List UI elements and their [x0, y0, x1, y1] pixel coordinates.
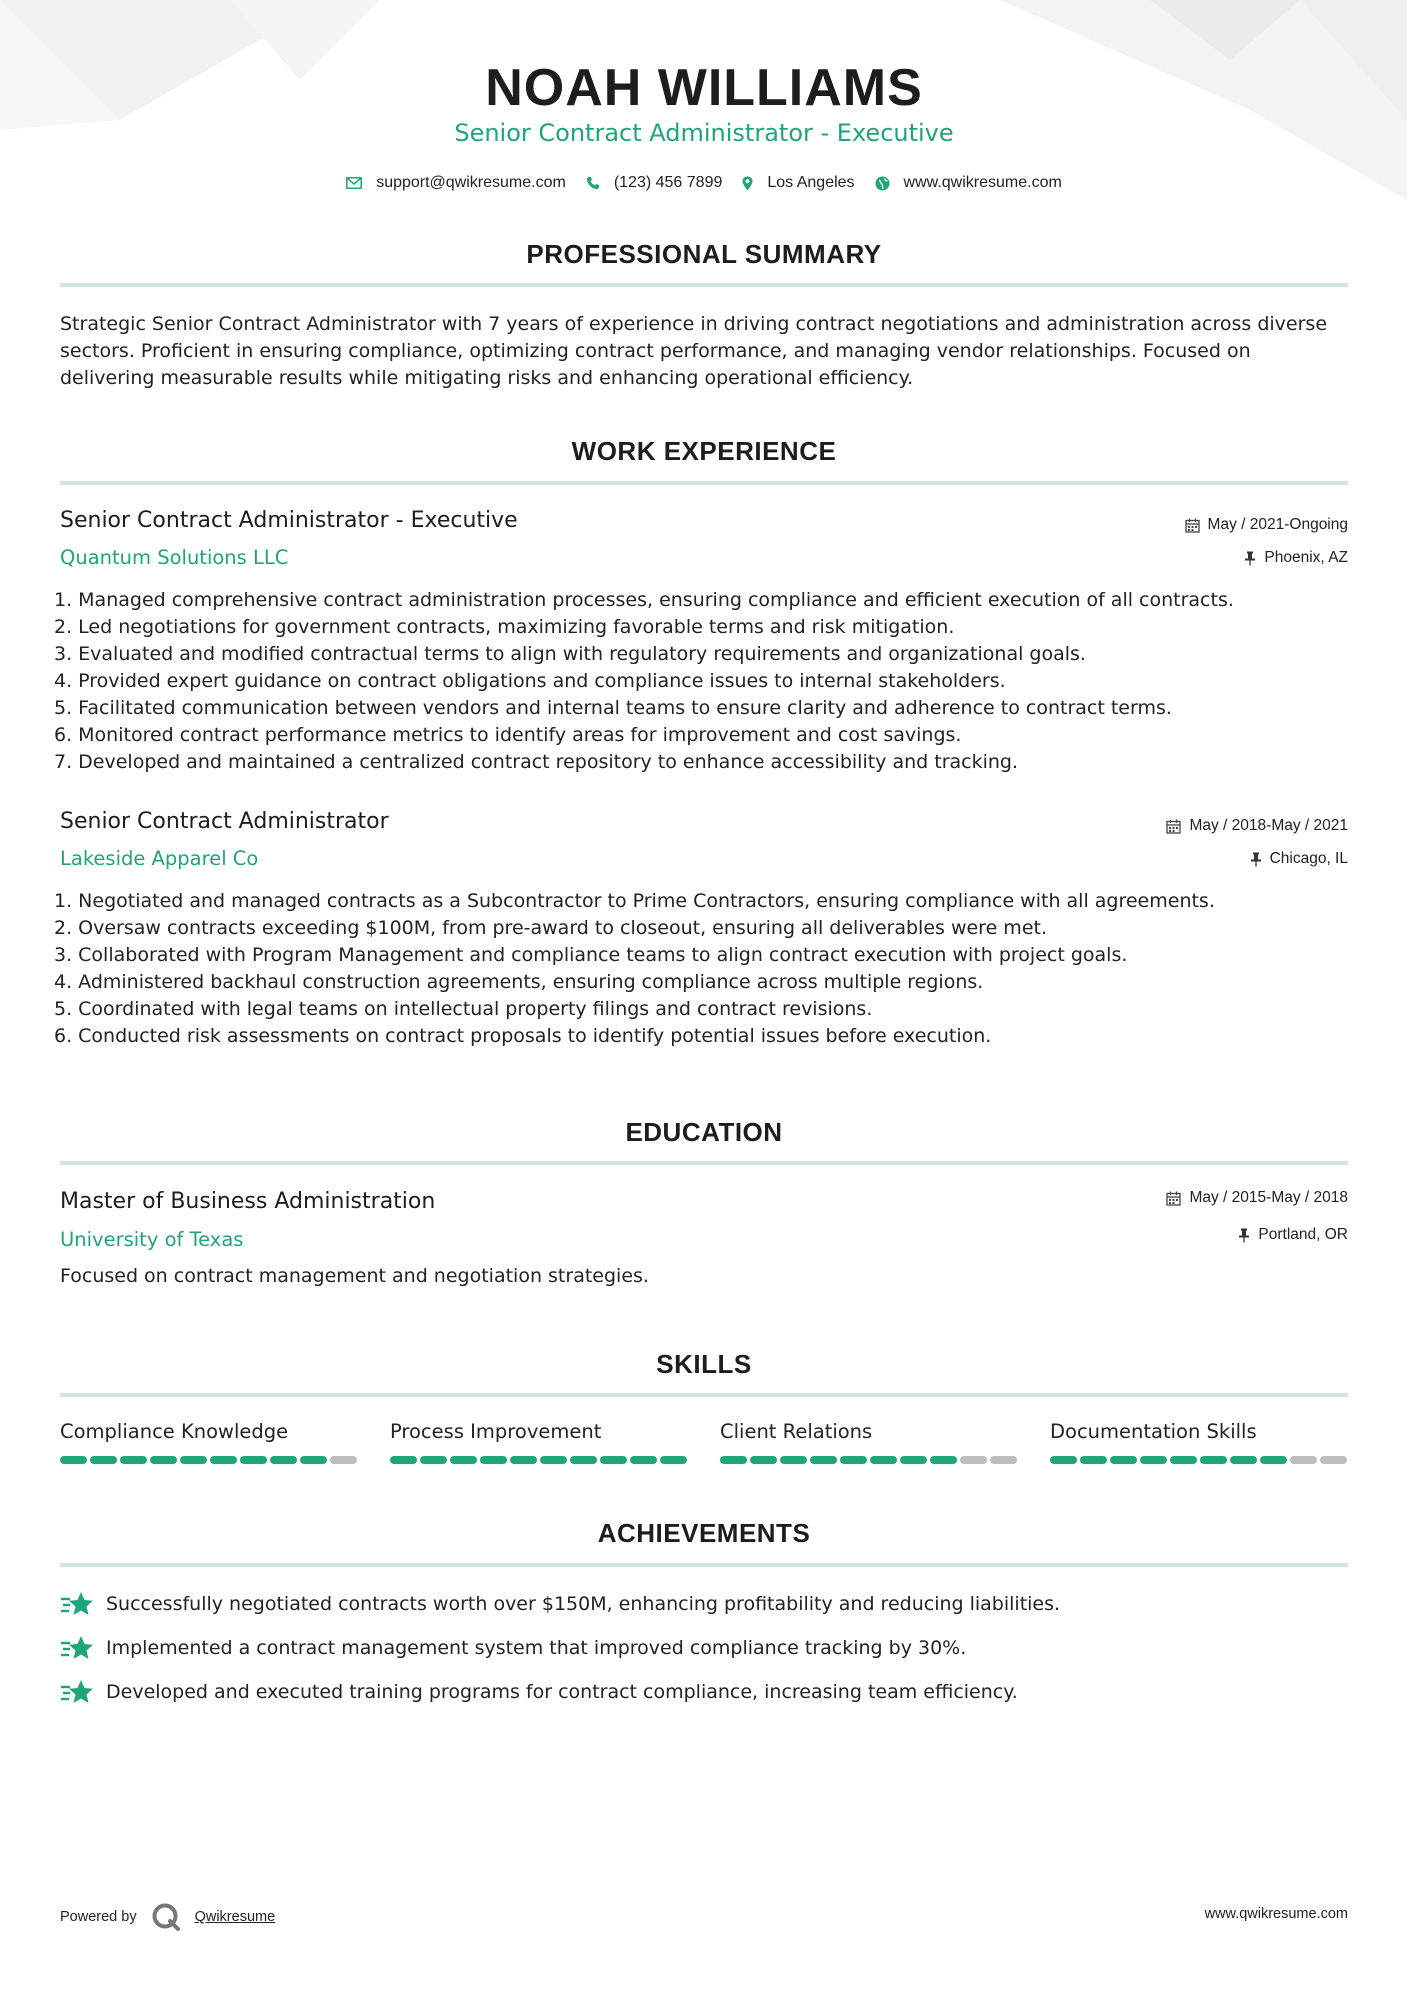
calendar-icon: [1166, 819, 1181, 834]
skill-segment-filled: [1230, 1456, 1257, 1464]
section-divider: [60, 283, 1348, 287]
job-bullet: 1. Negotiated and managed contracts as a Subcontractor to Prime Contractors, ensuring compliance with all agreements.: [54, 890, 1215, 912]
skill-segment-filled: [60, 1456, 87, 1464]
contact-website[interactable]: [875, 174, 1062, 192]
job-location: [1244, 549, 1348, 567]
job-bullet: 3. Evaluated and modified contractual terms to align with regulatory requirements and organizational goals.: [54, 643, 1086, 665]
skill-segment-filled: [210, 1456, 237, 1464]
contact-email[interactable]: [346, 174, 566, 192]
pushpin-icon: [1250, 852, 1262, 867]
skill-segment-filled: [660, 1456, 687, 1464]
skill-segment-filled: [870, 1456, 897, 1464]
contact-website-text: www.qwikresume.com: [903, 174, 1062, 191]
contact-email-text: support@qwikresume.com: [376, 174, 566, 191]
section-title-experience: WORK EXPERIENCE: [571, 436, 837, 466]
section-divider: [60, 1161, 1348, 1165]
globe-icon: [875, 176, 890, 191]
star-icon: [60, 1634, 94, 1662]
skill-segment-filled: [570, 1456, 597, 1464]
achievement-text: Successfully negotiated contracts worth over $150M, enhancing profitability and reducing liabilities.: [106, 1593, 1061, 1615]
skill-segment-filled: [420, 1456, 447, 1464]
skill-segment-filled: [120, 1456, 147, 1464]
skill-segment-filled: [840, 1456, 867, 1464]
job-title: Senior Contract Administrator - Executive: [60, 508, 518, 533]
skill-segment-filled: [630, 1456, 657, 1464]
contact-bar: [60, 174, 1348, 192]
skill-segment-filled: [90, 1456, 117, 1464]
calendar-icon: [1185, 518, 1200, 533]
skill-level-bar: [720, 1456, 1020, 1464]
skill-segment-filled: [780, 1456, 807, 1464]
education-location: [1238, 1226, 1348, 1244]
skill-segment-filled: [750, 1456, 777, 1464]
skill-segment-empty: [990, 1456, 1017, 1464]
skill-segment-empty: [1290, 1456, 1317, 1464]
education-school: University of Texas: [60, 1228, 244, 1251]
skill-segment-filled: [270, 1456, 297, 1464]
contact-location-text: Los Angeles: [767, 174, 855, 191]
contact-phone[interactable]: [586, 174, 723, 192]
phone-icon: [586, 176, 600, 190]
skill-segment-filled: [480, 1456, 507, 1464]
candidate-role: Senior Contract Administrator - Executive: [454, 119, 954, 147]
skill-level-bar: [60, 1456, 360, 1464]
job-bullet: 2. Oversaw contracts exceeding $100M, from pre-award to closeout, ensuring all deliverables were met.: [54, 917, 1047, 939]
skill-segment-filled: [510, 1456, 537, 1464]
skill-segment-filled: [930, 1456, 957, 1464]
job-bullet: 2. Led negotiations for government contracts, maximizing favorable terms and risk mitigation.: [54, 616, 955, 638]
skill-segment-filled: [240, 1456, 267, 1464]
job-bullet: 4. Provided expert guidance on contract obligations and compliance issues to internal stakeholders.: [54, 670, 1006, 692]
candidate-name: NOAH WILLIAMS: [485, 59, 923, 117]
job-bullet: 3. Collaborated with Program Management and compliance teams to align contract execution with project goals.: [54, 944, 1128, 966]
skill-name: Documentation Skills: [1050, 1420, 1257, 1443]
powered-by-label: Powered by: [60, 1909, 137, 1925]
footer-website[interactable]: www.qwikresume.com: [1204, 1906, 1348, 1922]
job-dates-text: May / 2018-May / 2021: [1189, 817, 1348, 834]
job-bullet-list: [54, 587, 1354, 776]
skill-segment-filled: [180, 1456, 207, 1464]
skill-item: [390, 1420, 690, 1464]
job-location-text: Phoenix, AZ: [1264, 549, 1348, 566]
star-icon: [60, 1590, 94, 1618]
education-dates-text: May / 2015-May / 2018: [1189, 1189, 1348, 1206]
job-company: Quantum Solutions LLC: [60, 546, 289, 569]
section-divider: [60, 481, 1348, 485]
achievement-item: [60, 1590, 1060, 1618]
job-company: Lakeside Apparel Co: [60, 847, 259, 870]
pushpin-icon: [1238, 1228, 1250, 1243]
skill-segment-filled: [900, 1456, 927, 1464]
job-bullet-list: [54, 888, 1354, 1050]
skill-segment-empty: [1320, 1456, 1347, 1464]
skill-segment-filled: [1080, 1456, 1107, 1464]
skill-level-bar: [390, 1456, 690, 1464]
skill-name: Compliance Knowledge: [60, 1420, 289, 1443]
contact-location: [742, 174, 854, 192]
calendar-icon: [1166, 1191, 1181, 1206]
achievement-text: Implemented a contract management system that improved compliance tracking by 30%.: [106, 1637, 967, 1659]
pushpin-icon: [1244, 551, 1256, 566]
skill-segment-empty: [960, 1456, 987, 1464]
skill-name: Process Improvement: [390, 1420, 602, 1443]
skill-item: [60, 1420, 360, 1464]
job-location: [1250, 850, 1348, 868]
job-dates: [1185, 516, 1348, 534]
job-bullet: 1. Managed comprehensive contract administration processes, ensuring compliance and efficient execution of all contracts.: [54, 589, 1234, 611]
education-location-text: Portland, OR: [1258, 1226, 1348, 1243]
skill-segment-filled: [150, 1456, 177, 1464]
section-title-achievements: ACHIEVEMENTS: [597, 1518, 811, 1548]
job-bullet: 5. Coordinated with legal teams on intellectual property filings and contract revisions.: [54, 998, 873, 1020]
achievement-item: [60, 1634, 966, 1662]
education-degree: Master of Business Administration: [60, 1189, 436, 1214]
envelope-icon: [346, 177, 362, 189]
job-dates: [1166, 817, 1348, 835]
skill-segment-filled: [1260, 1456, 1287, 1464]
section-divider: [60, 1563, 1348, 1567]
job-dates-text: May / 2021-Ongoing: [1207, 516, 1348, 533]
skill-segment-filled: [600, 1456, 627, 1464]
section-divider: [60, 1393, 1348, 1397]
skill-segment-filled: [1140, 1456, 1167, 1464]
skill-segment-filled: [1170, 1456, 1197, 1464]
skill-segment-filled: [540, 1456, 567, 1464]
skill-segment-filled: [720, 1456, 747, 1464]
job-bullet: 6. Monitored contract performance metrics to identify areas for improvement and cost savings.: [54, 724, 962, 746]
job-bullet: 7. Developed and maintained a centralized contract repository to enhance accessibility and tracking.: [54, 751, 1019, 773]
skill-segment-filled: [450, 1456, 477, 1464]
skill-item: [1050, 1420, 1350, 1464]
skill-level-bar: [1050, 1456, 1350, 1464]
education-description: Focused on contract management and negotiation strategies.: [60, 1265, 649, 1287]
qwikresume-link[interactable]: Qwikresume: [194, 1909, 276, 1925]
summary-text: Strategic Senior Contract Administrator with 7 years of experience in driving contract negotiations and administration across diverse sectors. Proficient in ensuring compliance, optimizing contract performance, and managing vendor relationships. Focused on delivering measurable results while mitigating risks and enhancing operational efficiency.: [60, 313, 1328, 389]
skill-segment-empty: [330, 1456, 357, 1464]
job-location-text: Chicago, IL: [1269, 850, 1348, 867]
contact-phone-text: (123) 456 7899: [613, 174, 723, 191]
skill-segment-filled: [390, 1456, 417, 1464]
section-title-education: EDUCATION: [625, 1117, 783, 1147]
achievement-item: [60, 1678, 1018, 1706]
skill-segment-filled: [1200, 1456, 1227, 1464]
footer-powered-by: [60, 1902, 275, 1932]
education-dates: [1166, 1189, 1348, 1207]
section-title-summary: PROFESSIONAL SUMMARY: [526, 239, 882, 269]
qwikresume-logo-icon: [151, 1902, 181, 1932]
skill-segment-filled: [300, 1456, 327, 1464]
map-pin-icon: [742, 176, 753, 191]
skill-segment-filled: [1050, 1456, 1077, 1464]
skill-segment-filled: [1110, 1456, 1137, 1464]
job-bullet: 4. Administered backhaul construction agreements, ensuring compliance across multiple regions.: [54, 971, 984, 993]
skill-item: [720, 1420, 1020, 1464]
skill-segment-filled: [810, 1456, 837, 1464]
job-bullet: 6. Conducted risk assessments on contract proposals to identify potential issues before execution.: [54, 1025, 992, 1047]
skill-name: Client Relations: [720, 1420, 873, 1443]
section-title-skills: SKILLS: [656, 1349, 752, 1379]
job-bullet: 5. Facilitated communication between vendors and internal teams to ensure clarity and adherence to contract terms.: [54, 697, 1172, 719]
achievement-text: Developed and executed training programs for contract compliance, increasing team efficiency.: [106, 1681, 1018, 1703]
star-icon: [60, 1678, 94, 1706]
job-title: Senior Contract Administrator: [60, 809, 389, 834]
